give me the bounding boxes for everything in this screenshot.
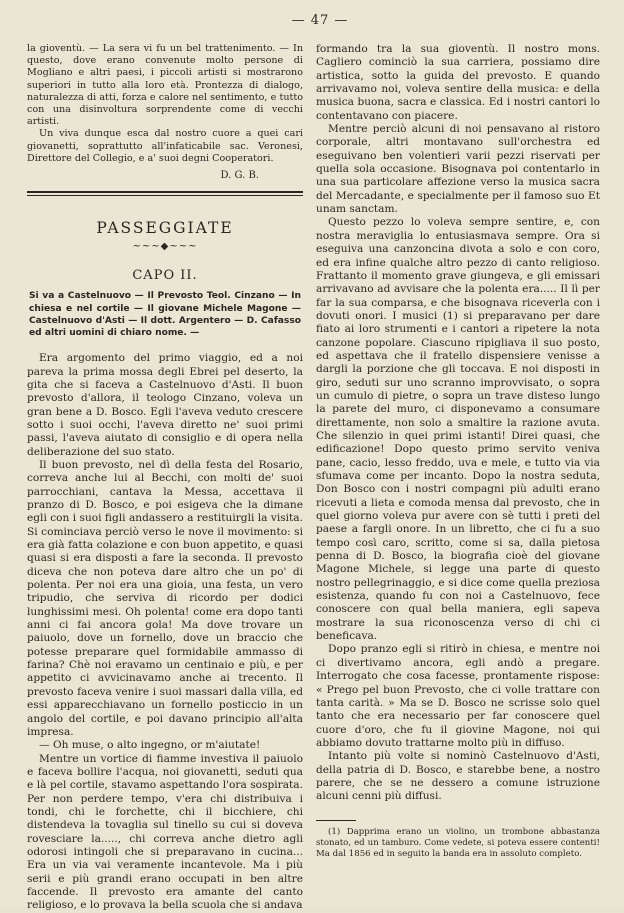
paragraph: Mentre perciò alcuni di noi pensavano al ristoro corporale, altri montavano sull'orchestra ed eseguivano ben volentieri varii pezzi riservati per quella sola occasione. Bisognava poi contentarlo in una sua particolare affezione verso la musica sacra del Mercadante, e specialmente per il famoso suo Et unam sanctam. — [316, 123, 600, 216]
page-number: — 47 — — [291, 13, 349, 28]
ornament-icon: ~~~◆~~~ — [132, 240, 198, 252]
footnote-text: (1) Dapprima erano un violino, un trombone abbastanza stonato, ed un tamburo. Come vedete, si poteva essere contenti! Ma dal 1856 ed in seguito la banda era in assoluto completo. — [316, 826, 600, 859]
signature: D. G. B. — [220, 170, 259, 182]
paragraph: formando tra la sua gioventù. Il nostro mons. Cagliero cominciò la sua carriera, possiamo dire artistica, sotto la guida del prevosto. E quando arrivavamo noi, voleva sentire della musica: e della musica buona, sacra e classica. Ed i nostri cantori lo contentavano con piacere. — [316, 43, 600, 122]
right-column — [316, 43, 600, 860]
paragraph: — Oh muse, o alto ingegno, or m'aiutate! — [39, 739, 261, 752]
paragraph: Intanto più volte si nominò Castelnuovo d'Asti, della patria di D. Bosco, e starebbe bene, a nostro parere, che se ne dessero a comune istruzione alcuni cenni più diffusi. — [316, 750, 600, 803]
chapter-summary: Si va a Castelnuovo — Il Prevosto Teol. Cinzano — In chiesa e nel cortile — Il giovane Michele Magone — Castelnuovo d'Asti — Il dott. Argentero — D. Cafasso ed altri uomini di chiaro nome. — — [29, 291, 301, 339]
left-column — [27, 43, 303, 913]
footnote — [316, 827, 600, 860]
paragraph: la gioventù. — La sera vi fu un bel trattenimento. — In questo, dove erano convenute molto persone di Mogliano e altri paesi, i piccoli artisti si mostrarono superiori in tutto alla loro età. Prontezza di dialogo, naturalezza di atti, forza e calore nel sentimento, e tutto con una disinvoltura sorprendente come di vecchi artisti. — [27, 43, 303, 128]
footnote-divider — [316, 820, 356, 821]
left-body — [27, 352, 303, 912]
paragraph: Questo pezzo lo voleva sempre sentire, e, con nostra meraviglia lo entusiasmava sempre. Ora si eseguiva una canzoncina divota a solo e con coro, ed era infine qualche altro pezzo di canto religioso. Frattanto il momento grave giungeva, e gli emissari arrivavano ad avvisare che la polenta era..... Il lì per far la sua comparsa, e che bisognava riceverla con i dovuti onori. I musici (1) si preparavano per dare fiato ai loro strumenti e i cantori a ripetere la nota canzone popolare. Ciascuno ripigliava il suo posto, ed aspettava che il fratello dispensiere venisse a dargli la porzione che gli toccava. E noi disposti in giro, seduti sur uno scranno improvvisato, o sopra un cumulo di pietre, o sopra un trave disteso lungo la parete del muro, ci disponevamo a consumare direttamente, non solo a smaltire la razione avuta. Che silenzio in quei primi istanti! Direi quasi, che edificazione! Dopo questo primo servito veniva pane, cacio, lesso freddo, uva e mele, e tutto via via sfumava come per incanto. Dopo la nostra seduta, Don Bosco con i nostri compagni più adulti erano ricevuti a lieta e comoda mensa dal prevosto, che in quel giorno voleva pur avere con sè tutti i preti del paese a fargli onore. In un libretto, che ci fu a suo tempo così caro, scritto, come si sa, dalla pietosa penna di D. Bosco, la biografia cioè del giovane Magone Michele, si legge una parte di questo nostro pellegrinaggio, e si dice come quella preziosa esistenza, quando fu con noi a Castelnuovo, fece conoscere con qual bella maniera, egli sapeva mostrare la sua riconoscenza verso di chi ci beneficava. — [316, 216, 600, 643]
paragraph: Il buon prevosto, nel dì della festa del Rosario, correva anche lui al Becchi, con molti de' suoi parrocchiani, cantava la Messa, accettava il pranzo di D. Bosco, e poi esigeva che la dimane egli con i suoi figli andassero a restituirgli la visita. Si cominciava perciò verso le nove il movimento: si era già fatta colazione e con buon appetito, e quasi quasi si era disposti a fare la seconda. Il prevosto diceva che non poteva dare altro che un po' di polenta. Per noi era una gioia, una festa, un vero tripudio, che serviva di ricordo per dodici lunghissimi mesi. Oh polenta! come era dopo tanti anni ci fai ancora gola! Ma dove trovare un paiuolo, dove un fornello, dove un braccio che potesse preparare quel formidabile ammasso di farina? Chè noi eravamo un centinaio e più, e per appetito ci avvicinavamo anche ai trecento. Il prevosto faceva venire i suoi massari dalla villa, ed essi apparecchiavano un fornello posticcio in un angolo del cortile, e poi davano principio all'alta impresa. — [27, 458, 303, 738]
paragraph: Era argomento del primo viaggio, ed a noi pareva la prima mossa degli Ebrei pel deserto, la gita che si faceva a Castelnuovo d'Asti. Il buon prevosto d'allora, il teologo Cinzano, voleva un gran bene a D. Bosco. Egli l'aveva veduto crescere sotto i suoi occhi, l'aveva diretto ne' suoi primi passi, l'aveva aiutato di consiglio e di opera nella deliberazione del suo stato. — [27, 352, 303, 458]
chapter-heading: CAPO II. — [132, 268, 198, 284]
divider — [27, 191, 303, 196]
intro-text — [27, 43, 303, 165]
paragraph: Dopo pranzo egli si ritirò in chiesa, e mentre noi ci divertivamo ancora, egli andò a pregare. Interrogato che cosa facesse, prontamente rispose: « Prego pel buon Prevosto, che ci volle trattare con tanta carità. » Ma se D. Bosco ne scrisse solo quel tanto che era necessario per far conoscere quel cuore d'oro, che fu il giovine Magone, noi qui abbiamo dovuto trattarne molto più in diffuso. — [316, 643, 600, 749]
section-title: PASSEGGIATE — [96, 219, 234, 238]
paragraph: Mentre un vortice di fiamme investiva il paiuolo e faceva bollire l'acqua, noi giovanetti, seduti qua e là pel cortile, stavamo aspettando l'ora sospirata. Per non perdere tempo, v'era chi distribuiva i tondi, chi le forchette, chi il bicchiere, chi distendeva la tovaglia sul tinello su cui si doveva rovesciare la....., chi correva anche dietro agli odorosi intingoli che si preparavano in cucina... Era un via vai veramente incantevole. Ma i più serii e più grandi erano occupati in ben altre faccende. Il prevosto era amante del canto religioso, e lo provava la bella scuola che si andava — [27, 752, 303, 912]
paragraph: Un viva dunque esca dal nostro cuore a quei cari giovanetti, soprattutto all'infaticabile sac. Veronesi, Direttore del Collegio, e a' suoi degni Cooperatori. — [27, 128, 303, 164]
